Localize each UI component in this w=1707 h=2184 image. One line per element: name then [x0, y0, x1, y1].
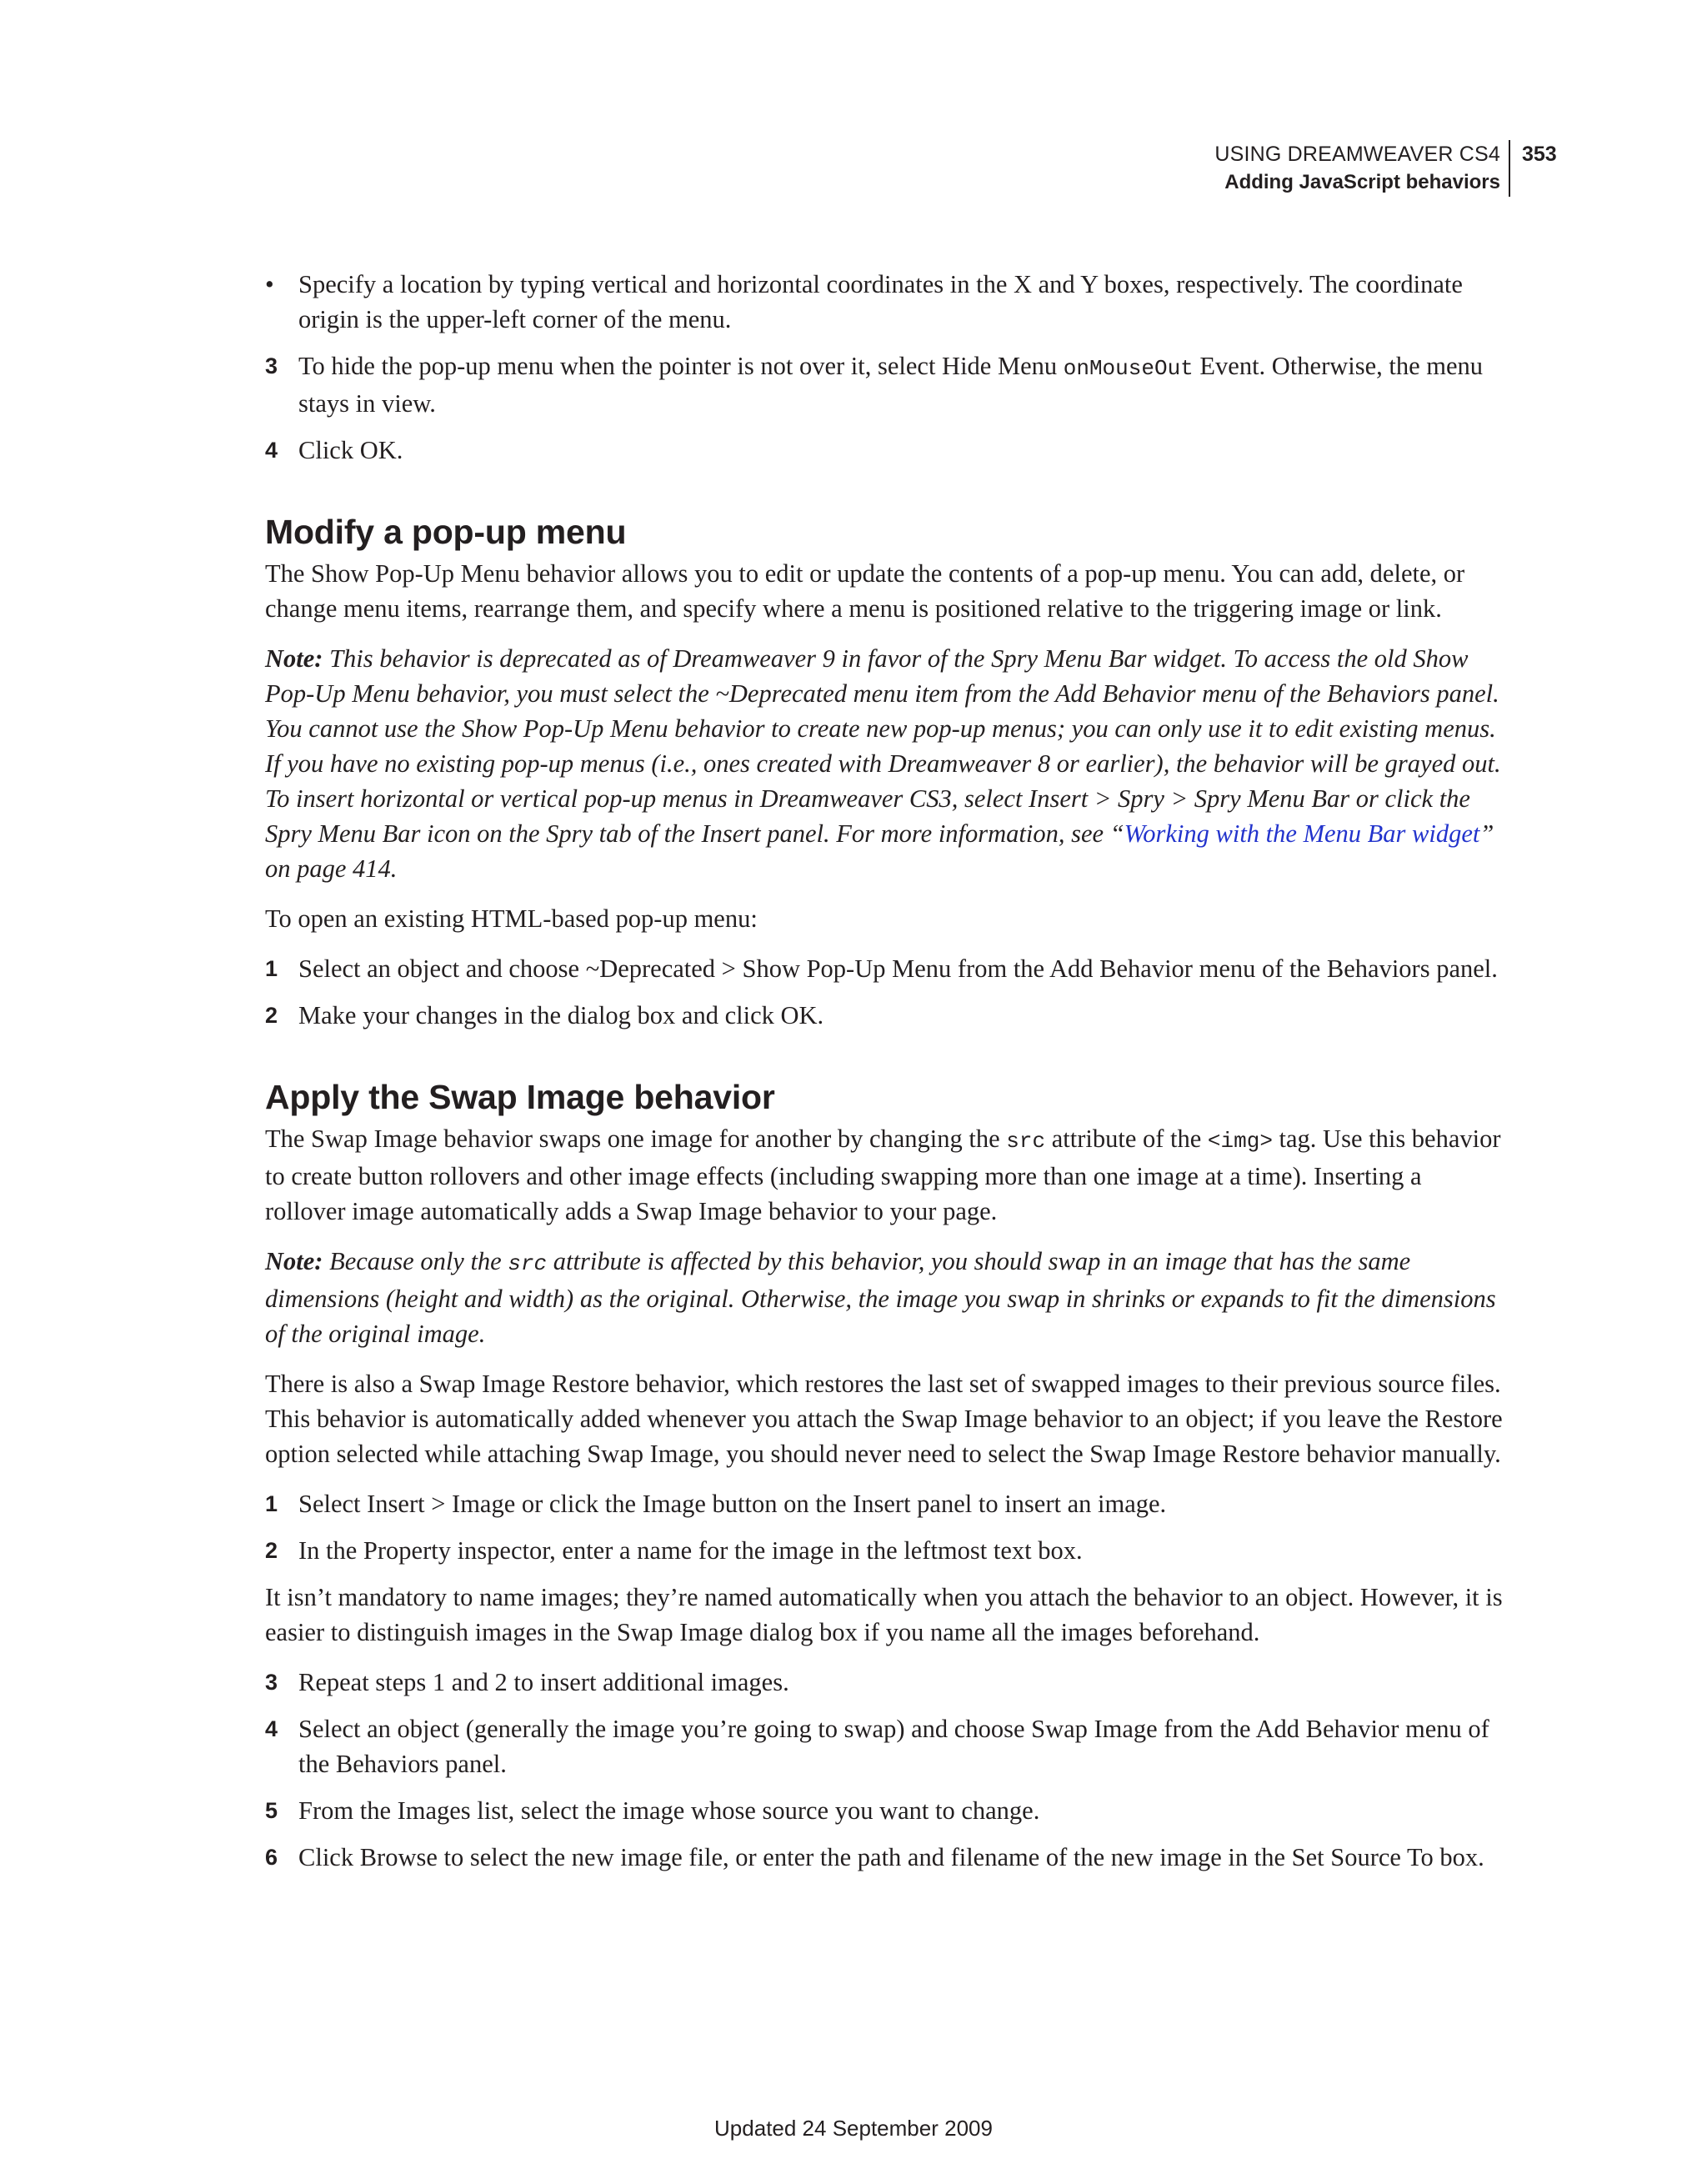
step-number: 3 — [265, 353, 278, 378]
paragraph: There is also a Swap Image Restore behavior, which restores the last set of swapped images to their previous source files. This behavior is automatically added whenever you attach the Swap Image behavior to an object; if you leave the Restore option selected while attaching Swap Image, you should never need to select the Swap Image Restore behavior manually. — [265, 1370, 1503, 1468]
note-text: This behavior is deprecated as of Dreamweaver 9 in favor of the Spry Menu Bar widget. To access the old Show Pop-Up Menu behavior, you must select the ~Deprecated menu item from the Add Behavior menu of the Behaviors panel. You cannot use the Show Pop-Up Menu behavior to create new pop-up menus; you can only use it to edit existing menus. If you have no existing pop-up menus (i.e., ones created with Dreamweaver 8 or earlier), the behavior will be grayed out. To insert horizontal or vertical pop-up menus in Dreamweaver CS3, select Insert > Spry > Spry Menu Bar or click the Spry Menu Bar icon on the Spry tab of the Insert panel. For more information, see “ — [265, 644, 1501, 848]
step-number: 1 — [265, 1491, 278, 1516]
footer-updated-date: Updated 24 September 2009 — [714, 2116, 993, 2141]
note-text-end: ” on page 414. — [265, 819, 1494, 883]
step-number: 2 — [265, 1538, 278, 1563]
note-text: Because only the — [323, 1247, 508, 1275]
step-number: 1 — [265, 956, 278, 981]
page-number: 353 — [1522, 143, 1557, 166]
paragraph-text: tag. Use this behavior to create button rollovers and other image effects (including swapping more than one image at a time). Inserting a rollover image automatically adds a Swap Image behavior to your page. — [265, 1125, 1501, 1225]
note-label: Note: — [265, 644, 323, 673]
step-text: Select Insert > Image or click the Image button on the Insert panel to insert an image. — [298, 1490, 1167, 1518]
step-item — [265, 951, 1503, 986]
inline-code: src — [508, 1251, 548, 1276]
page-content — [265, 267, 1503, 1886]
step-text: Make your changes in the dialog box and click OK. — [298, 1001, 824, 1029]
note — [265, 1244, 1503, 1351]
section-heading-modify-popup: Modify a pop-up menu — [265, 513, 627, 551]
chapter-title: Adding JavaScript behaviors — [1224, 171, 1500, 193]
step-item — [265, 348, 1503, 421]
note-label: Note: — [265, 1247, 323, 1275]
paragraph: It isn’t mandatory to name images; they’re named automatically when you attach the behavior to an object. However, it is easier to distinguish images in the Swap Image dialog box if you name all the images beforehand. — [265, 1583, 1503, 1646]
section-heading-swap-image: Apply the Swap Image behavior — [265, 1078, 775, 1116]
step-item — [265, 1793, 1503, 1828]
step-text: Click Browse to select the new image file, or enter the path and filename of the new image in the Set Source To box. — [298, 1843, 1484, 1871]
step-text: Event. Otherwise, the menu stays in view. — [298, 352, 1484, 418]
step-number: 3 — [265, 1670, 278, 1695]
step-number: 6 — [265, 1845, 278, 1870]
step-item — [265, 1840, 1503, 1875]
paragraph-text: attribute of the — [1045, 1125, 1208, 1153]
step-item — [265, 998, 1503, 1033]
step-number: 2 — [265, 1003, 278, 1028]
paragraph — [265, 1121, 1503, 1229]
step-text: Click OK. — [298, 436, 403, 464]
bullet-item — [265, 267, 1503, 337]
inline-code: src — [1006, 1129, 1046, 1154]
step-item — [265, 1711, 1503, 1781]
step-text: To hide the pop-up menu when the pointer is not over it, select Hide Menu — [298, 352, 1064, 380]
step-text: Repeat steps 1 and 2 to insert additional images. — [298, 1668, 789, 1696]
paragraph-text: The Swap Image behavior swaps one image for another by changing the — [265, 1125, 1007, 1153]
step-item — [265, 1486, 1503, 1521]
book-title: USING DREAMWEAVER CS4 — [1214, 143, 1500, 166]
step-number: 4 — [265, 1716, 278, 1741]
note-text: attribute is affected by this behavior, you should swap in an image that has the same dimensions (height and width) as the original. Otherwise, the image you swap in shrinks or expands to fit the dimensions of the original image. — [265, 1247, 1496, 1348]
inline-code: <img> — [1207, 1129, 1273, 1154]
step-text: From the Images list, select the image whose source you want to change. — [298, 1796, 1040, 1825]
step-text: In the Property inspector, enter a name for the image in the leftmost text box. — [298, 1536, 1083, 1565]
bullet-dot: • — [265, 270, 274, 298]
lead-paragraph: To open an existing HTML-based pop-up menu: — [265, 904, 758, 933]
step-item — [265, 1665, 1503, 1700]
step-item — [265, 433, 1503, 468]
step-item — [265, 1533, 1503, 1568]
step-number: 4 — [265, 438, 278, 463]
paragraph: The Show Pop-Up Menu behavior allows you to edit or update the contents of a pop-up menu. You can add, delete, or change menu items, rearrange them, and specify where a menu is positioned relative to the triggering image or link. — [265, 559, 1465, 623]
step-text: Select an object (generally the image you’re going to swap) and choose Swap Image from the Add Behavior menu of the Behaviors panel. — [298, 1715, 1489, 1778]
menu-bar-widget-link[interactable]: Working with the Menu Bar widget — [1124, 819, 1480, 848]
bullet-text: Specify a location by typing vertical and horizontal coordinates in the X and Y boxes, respectively. The coordinate origin is the upper-left corner of the menu. — [298, 270, 1463, 333]
step-text: Select an object and choose ~Deprecated > Show Pop-Up Menu from the Add Behavior menu of the Behaviors panel. — [298, 954, 1498, 983]
running-header — [1214, 140, 1510, 197]
inline-code: onMouseOut — [1063, 356, 1194, 381]
note — [265, 641, 1503, 886]
step-number: 5 — [265, 1798, 278, 1823]
